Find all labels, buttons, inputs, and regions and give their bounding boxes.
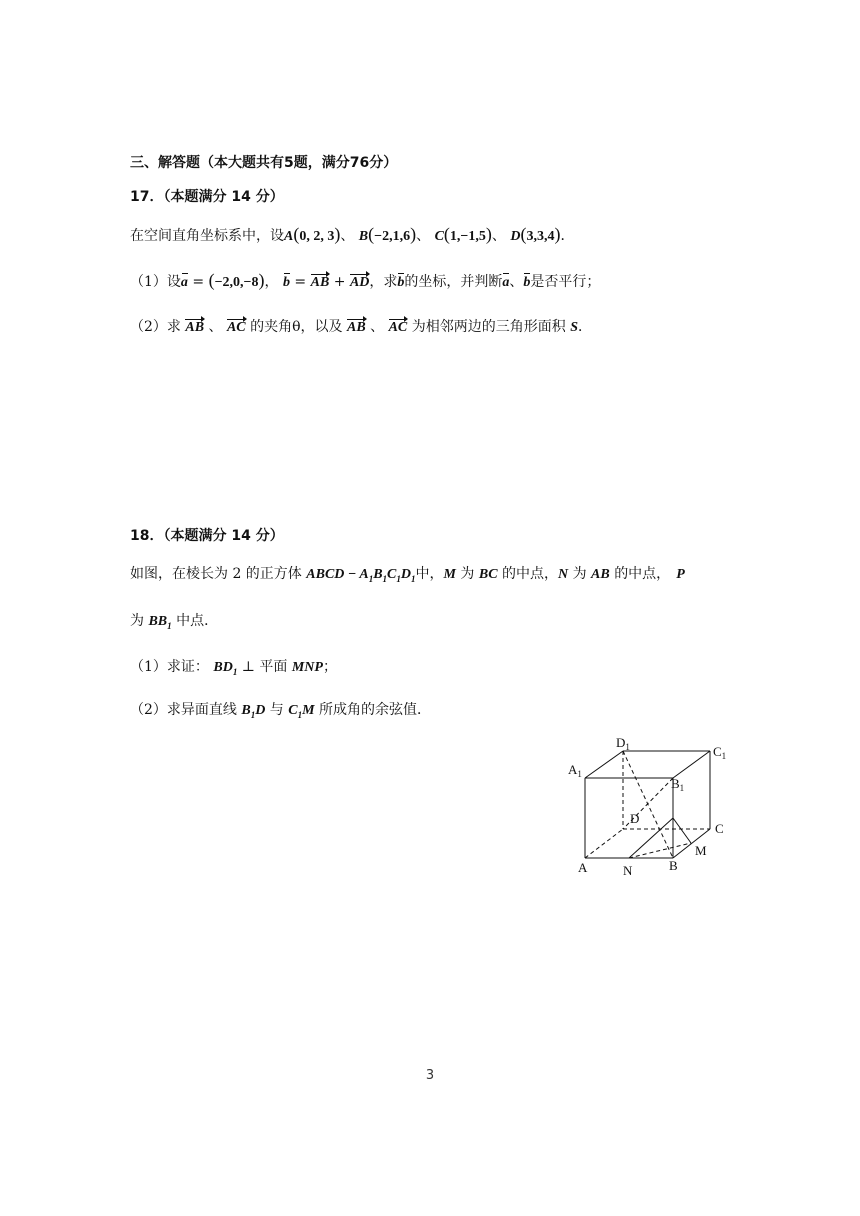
edge-a-d [585,829,623,858]
q17-part1-text1: ，求 [369,274,398,290]
vector-a-2: a [502,275,510,290]
point-c-label: C [434,229,444,244]
q18-text-wei-2: 为 [572,566,587,582]
q18-text-midpoint-2: 的中点， [614,566,671,582]
q18-line2-prefix: 为 [130,613,144,629]
segment-n-m [629,843,691,858]
q18-line1-prefix: 如图，在棱长为 2 的正方体 [130,566,302,582]
q18-line2-suffix: 中点． [176,613,219,629]
label-c1: $C_1$ [713,744,727,761]
q18-part1-text: ⊥ 平面 [241,659,288,675]
q17-part2-num: （2）求 [130,319,181,335]
vector-ac-2: AC [388,320,408,335]
vector-a-value: −2,0,−8 [214,275,259,290]
segment-bd1: $BD_1$ [213,660,238,677]
q18-header: 18．（本题满分 14 分） [130,528,284,544]
cube-name: ABCD − $A_1B_1C_1D_1$ [306,567,416,584]
vector-b: b [282,275,290,290]
label-n: N [623,863,633,878]
q17-part1-num: （1）设 [130,274,181,290]
q17-part1-text3: 是否平行； [530,274,601,290]
point-p-label: P [676,567,685,582]
label-d1: $D_1$ [616,735,630,752]
point-c-coords: 1,−1,5 [449,229,486,244]
plane-mnp: MNP [291,660,323,675]
q18-line1 [130,563,685,584]
q18-text-midpoint-1: 的中点， [502,566,559,582]
vector-b-3: b [523,275,531,290]
segment-c1m: $C_1M$ [288,703,315,720]
segment-bb1: $BB_1$ [148,614,172,631]
label-c: C [715,821,724,836]
section-title: 三、解答题（本大题共有5题，满分76分） [130,155,398,171]
point-a-label: A [284,229,294,244]
q18-part1 [130,656,337,677]
q18-part1-num: （1）求证： [130,659,209,675]
edge-b1-c1 [673,751,710,778]
q17-intro-text: 在空间直角坐标系中，设 [130,228,284,244]
q17-part1-text2: 的坐标，并判断 [404,274,503,290]
q18-part1-end: ； [322,659,337,675]
q17-part2: （2）求 AB 、 AC 的夹角θ，以及 AB 、 AC 为相邻两边的三角形面积 S． [130,319,592,335]
point-d-label: D [510,229,521,244]
label-b: B [669,858,678,873]
vector-ab: AB [310,275,330,290]
q17-part1: （1）设a = (−2,0,−8)， b = AB + AD，求b的坐标，并判断a、b是否平行； [130,270,601,290]
point-a-coords: 0, 2, 3 [299,229,335,244]
vector-ab-2: AB [185,320,205,335]
segment-ab: AB [591,567,610,582]
label-d: D [630,811,640,826]
vector-ac: AC [226,320,246,335]
label-b1: $B_1$ [671,776,685,793]
page-number: 3 [425,1068,435,1083]
q18-part2-num: （2）求异面直线 [130,702,237,718]
vector-b-2: b [397,275,405,290]
point-b-label: B [358,229,369,244]
q17-intro: 在空间直角坐标系中，设A(0, 2, 3)、 B(−2,1,6)、 C(1,−1,5)、 D(3,3,4)． [130,224,575,244]
point-d-coords: 3,3,4 [526,229,555,244]
segment-bc: BC [478,567,498,582]
q17-header: 17．（本题满分 14 分） [130,189,284,205]
diagonal-d1-b [623,751,673,858]
point-n-label: N [558,567,569,582]
segment-p-m [673,818,691,843]
edge-a1-d1 [585,751,623,778]
q17-part2-text1: 的夹角θ，以及 [250,319,343,335]
q18-line1-mid: 中， [415,566,444,582]
label-m: M [695,843,707,858]
vector-a: a [180,275,188,290]
point-m-label: M [443,567,456,582]
label-a1: $A_1$ [568,762,582,779]
area-s: S [570,320,578,335]
segment-b1d: $B_1D$ [241,703,266,720]
point-b-coords: −2,1,6 [374,229,411,244]
vector-ab-3: AB [347,320,366,335]
label-a: A [578,860,588,875]
q18-part2-text2: 所成角的余弦值． [319,702,431,718]
q18-line2 [130,610,218,631]
cube-figure [560,732,740,882]
vector-ad: AD [349,275,370,290]
q18-part2-text1: 与 [269,702,284,718]
q18-part2 [130,699,431,720]
q17-part2-text2: 为相邻两边的三角形面积 [411,319,566,335]
q18-text-wei-1: 为 [460,566,475,582]
